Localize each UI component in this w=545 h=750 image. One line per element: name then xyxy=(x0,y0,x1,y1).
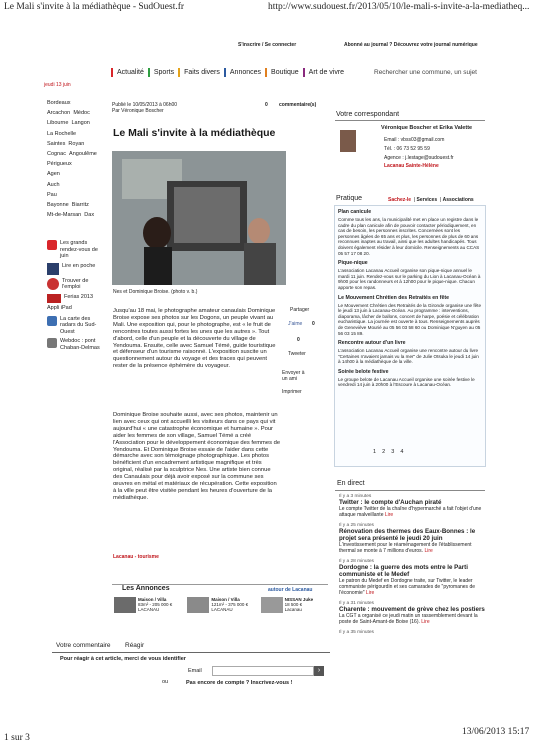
live-item-title[interactable]: Charente : mouvement de grève chez les postiers xyxy=(339,606,485,613)
promo-item[interactable]: Trouver de l'emploi xyxy=(47,278,107,291)
city-link[interactable]: Biarritz xyxy=(71,202,89,209)
city-link[interactable]: Angoulême xyxy=(69,151,97,158)
annonces-list xyxy=(114,597,330,613)
article-photo[interactable] xyxy=(112,151,286,285)
or-label: ou xyxy=(162,679,169,685)
tab-reagir[interactable]: Réagir xyxy=(125,642,145,649)
calendar-icon xyxy=(47,294,61,303)
nav-annonces[interactable]: Annonces xyxy=(224,68,265,77)
subscribe-link[interactable]: Abonné au journal ? Découvrez votre journal numérique xyxy=(344,42,478,48)
city-link[interactable]: Arcachon xyxy=(47,110,71,117)
megaphone-icon xyxy=(47,240,57,250)
live-item[interactable]: Il y a 28 minutes Dordogne : la guerre des mots entre le Parti communiste et le Medef Le patron du Medef en Dordogne traite, sur Twitter, le leader communiste périgourdin et ses camarades de "pyromanes de l'économie" Lire xyxy=(339,559,485,596)
pratique-heading: Pratique xyxy=(336,195,363,202)
annonce-thumb xyxy=(114,597,136,613)
promo-item[interactable]: La carte des radars du Sud-Ouest xyxy=(47,316,107,336)
email-field[interactable] xyxy=(212,666,314,676)
correspondent-name: Véronique Boscher et Erika Valette xyxy=(381,125,473,131)
annonce-thumb xyxy=(261,597,283,613)
photo-illustration xyxy=(112,151,286,285)
city-row xyxy=(47,159,107,169)
print-date: 13/06/2013 15:17 xyxy=(462,727,530,737)
read-more-link[interactable]: Lire xyxy=(384,512,394,518)
annonces-subtitle: autour de Lacanau xyxy=(268,587,313,593)
avatar xyxy=(340,130,356,152)
city-link[interactable]: La Rochelle xyxy=(47,130,77,137)
read-more-link[interactable]: Lire xyxy=(365,590,375,596)
comments-count[interactable]: 0 xyxy=(265,102,268,108)
read-more-link[interactable]: Lire xyxy=(424,548,433,554)
phone-icon xyxy=(47,263,59,275)
pratique-list xyxy=(338,209,481,388)
live-item[interactable]: Il y a 3 minutes Twitter : le compte d'Auchan piraté Le compte Twitter de la chaîne d'hypermarché a fait l'objet d'une attaque malveillante Lire xyxy=(339,494,485,518)
city-link[interactable]: Périgueux xyxy=(47,161,72,168)
annonce-item[interactable]: Maison / Villa 83m² - 205 000 € LACANAU xyxy=(114,597,183,613)
signin-link[interactable]: S'inscrire / Se connecter xyxy=(238,42,297,48)
correspondent-phone: Tél. : 06 73 52 95 59 xyxy=(384,146,430,152)
city-link[interactable]: Médoc xyxy=(73,110,90,117)
city-row xyxy=(47,139,107,149)
webcam-icon xyxy=(47,338,57,348)
pratique-item-title[interactable]: Soirée belote festive xyxy=(338,368,389,375)
annonce-item[interactable]: NISSAN Juke 18 500 € Lacanau xyxy=(261,597,330,613)
nav-sports[interactable]: Sports xyxy=(148,68,178,77)
print-link[interactable]: Imprimer xyxy=(282,389,302,395)
city-row xyxy=(47,108,107,118)
register-link[interactable]: Pas encore de compte ? Inscrivez-vous ! xyxy=(186,680,293,686)
city-row xyxy=(47,190,107,200)
city-link[interactable]: Dax xyxy=(84,212,95,219)
city-row xyxy=(47,118,107,128)
page-counter: 1 sur 3 xyxy=(4,733,30,743)
tweet-count: 0 xyxy=(297,337,300,343)
search-input[interactable]: Rechercher une commune, un sujet xyxy=(374,69,477,76)
promo-item[interactable]: Les grands rendez-vous de juin xyxy=(47,240,107,260)
live-item[interactable]: Il y a 35 minutes xyxy=(339,630,374,635)
correspondent-heading: Votre correspondant xyxy=(336,111,400,118)
city-link[interactable]: Saintes xyxy=(47,140,66,147)
correspondent-email[interactable]: Email : vbss03@gmail.com xyxy=(384,137,445,143)
agence-email[interactable]: Agence : j.lestage@sudouest.fr xyxy=(384,155,454,161)
article-title: Le Mali s'invite à la médiathèque xyxy=(113,127,276,139)
comments-link[interactable]: commentaire(s) xyxy=(279,102,317,108)
city-row xyxy=(47,149,107,159)
live-item-title[interactable]: Dordogne : la guerre des mots entre le Parti communiste et le Medef xyxy=(339,564,468,578)
article-paragraph: Dominique Broise souhaite aussi, avec ses photos, maintenir un lien avec ceux qui ont accueilli les visiteurs dans ce pays qui vit aujourd'hui « une catastrophe économique et humaine ». Pour aider les femmes de son village, Samuel Témé a créé l'Association pour le développement économique des femmes de Yendouma. Et Dominique Broise essaie de l'aider dans cette démarche avec son témoignage photographique. Les photos bénéficient d'un encadrement artistique magnifique et très original, réalisé par la sculptrice Nes. Une artiste bien connue des Canaulais pour déjà avoir exposé sur la commune ses œuvres en métal et matériaux de récupération. Cette exposition à la ville peut être visitée pendant les heures d'ouverture de la médiathèque. xyxy=(113,412,281,501)
page-url: http://www.sudouest.fr/2013/05/10/le-mali-s-invite-a-la-mediatheq... xyxy=(268,2,530,12)
city-list xyxy=(47,98,107,220)
live-item[interactable]: Il y a 25 minutes Rénovation des thermes des Eaux-Bonnes : le projet sera présenté le jeudi 20 juin L'investissement pour le réaménagement de l'établissement thermal se monte à 7 millions d'euros. Lire xyxy=(339,523,485,554)
promo-item[interactable] xyxy=(47,305,107,312)
annonce-thumb xyxy=(187,597,209,613)
submit-login-button[interactable]: › xyxy=(314,666,324,676)
pratique-item-text: L'association Lacanau Accueil organise son pique-nique annuel le mardi 11 juin. Rendez-vous sur le parking du Lion à Lacanau-Océan à 9h00 pour les randonneurs et à 12h00 pour le pique-nique. Chacun apporte son repas. xyxy=(338,268,481,290)
nav-art-de-vivre[interactable]: Art de vivre xyxy=(303,68,348,77)
city-link[interactable]: Libourne xyxy=(47,120,69,127)
radar-icon xyxy=(47,316,57,326)
promo-item[interactable]: Lire en poche xyxy=(47,263,107,275)
nav-actualite[interactable]: Actualité xyxy=(111,68,148,77)
send-to-friend-link[interactable]: Envoyer à un ami xyxy=(282,370,305,382)
pratique-item-text: L'association Lacanau Accueil organise une rencontre autour du livre "Certaines n'avaient jamais vu la mer" de Julie Otsuka le jeudi 14 juin à 14h00 à la médiathèque de la ville. xyxy=(338,348,479,365)
like-count: 0 xyxy=(312,321,315,327)
pratique-item-title[interactable]: Le Mouvement Chrétien des Retraités en fête xyxy=(338,294,449,301)
annonces-title[interactable]: Les Annonces xyxy=(122,585,170,592)
city-link[interactable]: Pau xyxy=(47,191,57,198)
photo-caption: Nes et Dominique Broise. (photo v. b.) xyxy=(113,289,198,295)
read-more-link[interactable]: Lire xyxy=(421,619,430,625)
publish-date: Publié le 10/05/2013 à 06h00 xyxy=(112,102,178,108)
live-item[interactable]: Il y a 31 minutes Charente : mouvement de grève chez les postiers La CGT a organisé ce jeudi matin un rassemblement devant la poste de Saint-Amant-de Boixe (16). Lire xyxy=(339,601,485,625)
pratique-item-text: Le Mouvement Chrétien des Retraités de la Gironde organise une fête le jeudi 13 juin à Lacanau-Océan. Au programme : interventions, diaporama, lâcher de ballons, concert de harpe, poésie et célébration eucharistique. La journée est ouverte à tous. Renseignements auprès de Geneviève Mourié au 05 56 03 58 60 ou Dominique N'guyen au 05 56 03 15 89. xyxy=(338,302,482,336)
tab-votre-commentaire[interactable]: Votre commentaire xyxy=(56,642,111,649)
pratique-item-title[interactable]: Plan canicule xyxy=(338,209,372,215)
city-row xyxy=(47,98,107,108)
live-list xyxy=(339,494,485,635)
city-link[interactable]: Mt-de-Marsan xyxy=(47,212,82,219)
target-icon xyxy=(47,278,59,290)
article-author: Par Véronique Boscher xyxy=(112,108,164,114)
pratique-item-text: Le groupe belote de Lacanau Accueil organise une soirée festive le vendredi 14 juin à 20h00 à l'Escoure à Lacanau-Océan. xyxy=(338,376,475,388)
current-date: jeudi 13 juin xyxy=(44,82,71,88)
annonce-item[interactable]: Maison / Villa 121m² - 375 000 € LACANAU xyxy=(187,597,256,613)
city-link[interactable]: Auch xyxy=(47,181,60,188)
live-item-title[interactable]: Twitter : le compte d'Auchan piraté xyxy=(339,499,442,506)
promo-list xyxy=(47,240,107,352)
tab-sachez-le[interactable]: Sachez-le xyxy=(388,197,412,203)
promo-item[interactable]: Ferias 2013 xyxy=(47,294,107,303)
pratique-pagination[interactable]: 1 2 3 4 xyxy=(373,449,405,455)
nav-boutique[interactable]: Boutique xyxy=(265,68,303,77)
city-link[interactable]: Bayonne xyxy=(47,202,69,209)
share-label: Partager xyxy=(290,307,310,313)
pratique-tabs: Sachez-le | Services | Associations xyxy=(388,197,474,203)
tab-associations[interactable]: Associations xyxy=(442,197,474,203)
city-link[interactable]: Royan xyxy=(68,140,85,147)
email-label: Email xyxy=(188,668,202,674)
like-button[interactable]: J'aime xyxy=(288,321,303,327)
city-link[interactable]: Agen xyxy=(47,171,60,178)
pratique-item-title[interactable]: Rencontre autour d'un livre xyxy=(338,340,406,347)
correspondent-locality[interactable]: Lacanau Sainte-Hélène xyxy=(384,163,439,169)
pratique-item-title[interactable]: Pique-nique xyxy=(338,260,368,267)
city-link[interactable]: Cognac xyxy=(47,151,66,158)
city-row xyxy=(47,210,107,220)
city-link[interactable]: Bordeaux xyxy=(47,100,71,106)
live-item-title[interactable]: Rénovation des thermes des Eaux-Bonnes : le projet sera présenté le jeudi 20 juin xyxy=(339,528,476,542)
city-row xyxy=(47,169,107,179)
pratique-item-text: Comme tous les ans, la municipalité met en place un registre dans le cadre du plan canicule afin de pouvoir contacter périodiquement, en cas de besoin, les personnes inscrites. Concernées sont les personnes âgées de 65 ans et plus, les personnes de plus de 60 ans reconnues inaptes au travail, ainsi que les adultes handicapés. Tous doivent également résider à leur domicile. Renseignements au CCAS 05 57 17 08 20. xyxy=(338,217,480,256)
nav-faits-divers[interactable]: Faits divers xyxy=(178,68,224,77)
city-row xyxy=(47,180,107,190)
article-tags[interactable]: Lacanau - tourisme xyxy=(113,554,159,560)
document-title: Le Mali s'invite à la médiathèque - SudOuest.fr xyxy=(4,2,185,12)
en-direct-heading: En direct xyxy=(337,480,365,487)
tablet-icon: Appli iPad xyxy=(47,304,72,311)
article-paragraph: Jusqu'au 18 mai, le photographe amateur canaulais Dominique Broise expose ses photos sur les Dogons, un peuple vivant au Mali. Une exposition qui, pour le photographe, est « le fruit de rencontres toutes aussi fortes les unes que les autres ». Tout d'abord, celle d'un peuple et la découverte du village de Yendouma. Ensuite, celle avec Samuel Témé, guide touristique et défenseur d'un tourisme raisonné. L'exposition suscite un questionnement autour du voyage et des traces qui peuvent rester de la présence éphémère du voyageur. xyxy=(113,308,276,370)
login-prompt: Pour réagir à cet article, merci de vous identifier xyxy=(60,656,186,662)
city-row xyxy=(47,200,107,210)
main-nav xyxy=(111,68,348,77)
city-link[interactable]: Langon xyxy=(71,120,90,127)
city-row xyxy=(47,129,107,139)
tab-services[interactable]: Services xyxy=(416,197,438,203)
promo-item[interactable]: Webdoc : pont Chaban-Delmas xyxy=(47,338,107,351)
tweet-button[interactable]: Tweeter xyxy=(288,351,306,357)
